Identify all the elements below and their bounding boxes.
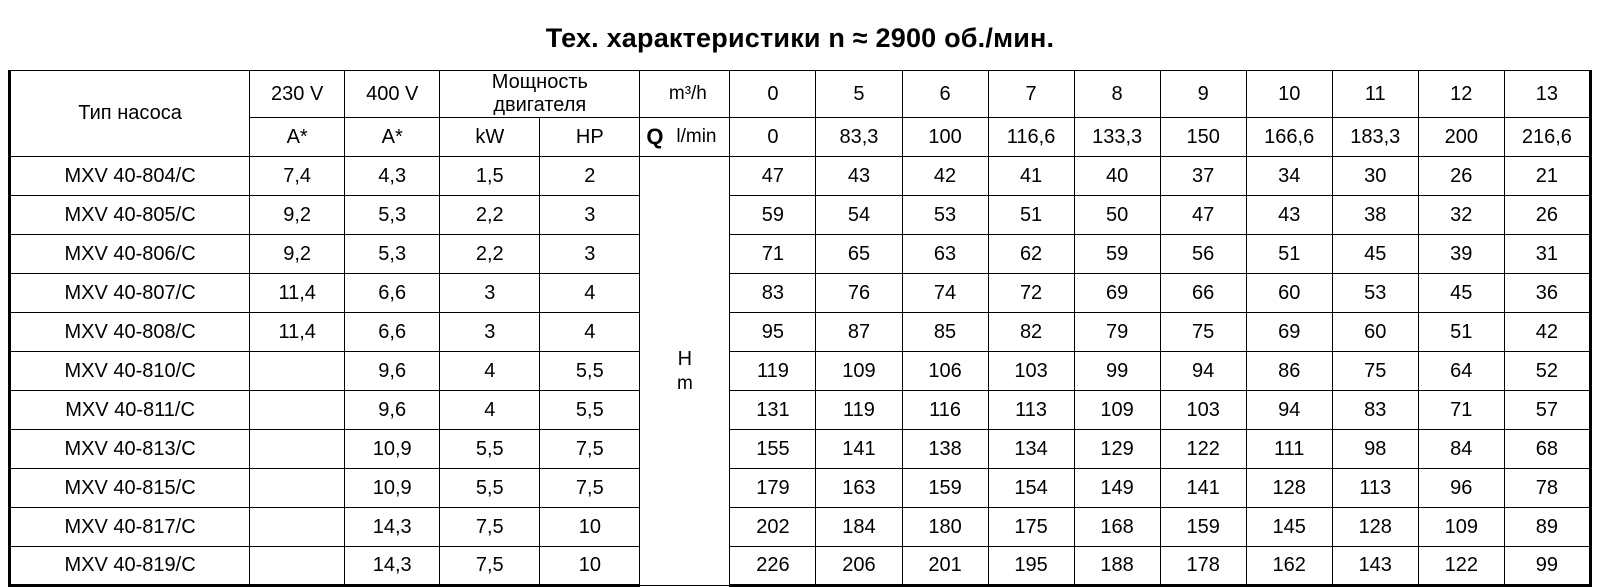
head-value: 60 <box>1332 313 1418 352</box>
head-value: 95 <box>730 313 816 352</box>
head-value: 134 <box>988 430 1074 469</box>
head-value: 62 <box>988 235 1074 274</box>
head-value: 202 <box>730 508 816 547</box>
head-value: 206 <box>816 547 902 586</box>
head-value: 71 <box>730 235 816 274</box>
head-value: 145 <box>1246 508 1332 547</box>
power-kw: 5,5 <box>440 430 540 469</box>
head-value: 113 <box>1332 469 1418 508</box>
head-value: 109 <box>1074 391 1160 430</box>
flow-header-2: 6 <box>902 71 988 118</box>
head-value: 141 <box>816 430 902 469</box>
head-value: 65 <box>816 235 902 274</box>
head-value: 86 <box>1246 352 1332 391</box>
flow-lmin-8: 200 <box>1418 118 1504 157</box>
head-value: 38 <box>1332 196 1418 235</box>
flow-header-9: 13 <box>1504 71 1590 118</box>
head-value: 50 <box>1074 196 1160 235</box>
power-hp: 4 <box>540 274 640 313</box>
header-amps-230: A* <box>250 118 345 157</box>
pump-name: MXV 40-808/C <box>10 313 250 352</box>
pump-name: MXV 40-810/C <box>10 352 250 391</box>
power-kw: 3 <box>440 313 540 352</box>
head-value: 188 <box>1074 547 1160 586</box>
head-value: 85 <box>902 313 988 352</box>
head-value: 32 <box>1418 196 1504 235</box>
head-value: 45 <box>1418 274 1504 313</box>
head-value: 141 <box>1160 469 1246 508</box>
head-axis-label <box>640 157 730 586</box>
head-value: 51 <box>1418 313 1504 352</box>
head-value: 162 <box>1246 547 1332 586</box>
pump-name: MXV 40-813/C <box>10 430 250 469</box>
head-value: 51 <box>988 196 1074 235</box>
table-row <box>10 313 1591 352</box>
power-hp: 5,5 <box>540 352 640 391</box>
head-value: 52 <box>1504 352 1590 391</box>
head-value: 47 <box>1160 196 1246 235</box>
flow-header-0: 0 <box>730 71 816 118</box>
head-value: 26 <box>1418 157 1504 196</box>
head-value: 226 <box>730 547 816 586</box>
head-value: 168 <box>1074 508 1160 547</box>
header-voltage-400: 400 V <box>345 71 440 118</box>
head-value: 99 <box>1504 547 1590 586</box>
amps-400: 14,3 <box>345 547 440 586</box>
table-row <box>10 547 1591 586</box>
amps-230 <box>250 547 345 586</box>
table-row <box>10 430 1591 469</box>
head-value: 116 <box>902 391 988 430</box>
amps-230 <box>250 508 345 547</box>
table-header-row-1 <box>10 71 1591 118</box>
pump-name: MXV 40-805/C <box>10 196 250 235</box>
head-value: 180 <box>902 508 988 547</box>
head-value: 36 <box>1504 274 1590 313</box>
head-value: 60 <box>1246 274 1332 313</box>
head-value: 128 <box>1246 469 1332 508</box>
head-value: 178 <box>1160 547 1246 586</box>
power-kw: 7,5 <box>440 508 540 547</box>
amps-400: 5,3 <box>345 235 440 274</box>
head-value: 79 <box>1074 313 1160 352</box>
flow-lmin-4: 133,3 <box>1074 118 1160 157</box>
power-hp: 4 <box>540 313 640 352</box>
amps-400: 9,6 <box>345 391 440 430</box>
power-hp: 5,5 <box>540 391 640 430</box>
flow-lmin-7: 183,3 <box>1332 118 1418 157</box>
table-row <box>10 235 1591 274</box>
table-row <box>10 274 1591 313</box>
amps-400: 14,3 <box>345 508 440 547</box>
pump-name: MXV 40-817/C <box>10 508 250 547</box>
head-value: 103 <box>988 352 1074 391</box>
amps-230: 9,2 <box>250 196 345 235</box>
flow-lmin-1: 83,3 <box>816 118 902 157</box>
head-value: 184 <box>816 508 902 547</box>
head-value: 31 <box>1504 235 1590 274</box>
q-letter-label: Q <box>646 124 664 149</box>
head-value: 37 <box>1160 157 1246 196</box>
head-value: 68 <box>1504 430 1590 469</box>
amps-230 <box>250 391 345 430</box>
flow-lmin-0: 0 <box>730 118 816 157</box>
pump-name: MXV 40-804/C <box>10 157 250 196</box>
q-unit-m3h-label: m³/h <box>668 83 707 104</box>
amps-230: 7,4 <box>250 157 345 196</box>
head-value: 39 <box>1418 235 1504 274</box>
head-value: 43 <box>816 157 902 196</box>
pump-name: MXV 40-806/C <box>10 235 250 274</box>
head-value: 21 <box>1504 157 1590 196</box>
head-value: 175 <box>988 508 1074 547</box>
header-voltage-230: 230 V <box>250 71 345 118</box>
head-value: 119 <box>730 352 816 391</box>
pump-name: MXV 40-819/C <box>10 547 250 586</box>
power-kw: 2,2 <box>440 235 540 274</box>
power-kw: 7,5 <box>440 547 540 586</box>
header-kw: kW <box>440 118 540 157</box>
head-value: 128 <box>1332 508 1418 547</box>
flow-header-4: 8 <box>1074 71 1160 118</box>
head-value: 66 <box>1160 274 1246 313</box>
header-motor-power-line1: Мощность <box>491 71 588 93</box>
head-value: 159 <box>902 469 988 508</box>
head-value: 129 <box>1074 430 1160 469</box>
power-hp: 3 <box>540 235 640 274</box>
power-kw: 4 <box>440 352 540 391</box>
head-unit: m <box>676 372 693 394</box>
amps-230 <box>250 469 345 508</box>
head-value: 59 <box>1074 235 1160 274</box>
power-hp: 3 <box>540 196 640 235</box>
head-value: 26 <box>1504 196 1590 235</box>
flow-header-1: 5 <box>816 71 902 118</box>
head-value: 99 <box>1074 352 1160 391</box>
head-value: 75 <box>1160 313 1246 352</box>
head-value: 64 <box>1418 352 1504 391</box>
power-kw: 5,5 <box>440 469 540 508</box>
head-value: 155 <box>730 430 816 469</box>
amps-230 <box>250 430 345 469</box>
power-hp: 2 <box>540 157 640 196</box>
head-value: 83 <box>1332 391 1418 430</box>
head-value: 82 <box>988 313 1074 352</box>
head-value: 69 <box>1246 313 1332 352</box>
head-value: 87 <box>816 313 902 352</box>
power-hp: 7,5 <box>540 430 640 469</box>
header-hp: HP <box>540 118 640 157</box>
head-value: 42 <box>1504 313 1590 352</box>
head-value: 113 <box>988 391 1074 430</box>
header-pump-type: Тип насоса <box>10 71 250 157</box>
head-value: 45 <box>1332 235 1418 274</box>
amps-400: 6,6 <box>345 274 440 313</box>
head-value: 122 <box>1160 430 1246 469</box>
head-value: 42 <box>902 157 988 196</box>
head-value: 72 <box>988 274 1074 313</box>
header-motor-power-line2: двигателя <box>493 94 587 116</box>
pump-specifications-table <box>8 70 1592 587</box>
head-value: 195 <box>988 547 1074 586</box>
head-value: 94 <box>1246 391 1332 430</box>
head-value: 74 <box>902 274 988 313</box>
head-value: 53 <box>1332 274 1418 313</box>
head-value: 43 <box>1246 196 1332 235</box>
power-kw: 2,2 <box>440 196 540 235</box>
head-value: 78 <box>1504 469 1590 508</box>
table-row <box>10 508 1591 547</box>
flow-lmin-3: 116,6 <box>988 118 1074 157</box>
header-q-unit-m3h <box>640 71 730 118</box>
table-row <box>10 391 1591 430</box>
head-value: 63 <box>902 235 988 274</box>
head-value: 53 <box>902 196 988 235</box>
power-hp: 10 <box>540 547 640 586</box>
head-value: 109 <box>816 352 902 391</box>
head-value: 179 <box>730 469 816 508</box>
table-row <box>10 352 1591 391</box>
amps-400: 10,9 <box>345 430 440 469</box>
head-value: 51 <box>1246 235 1332 274</box>
amps-230 <box>250 352 345 391</box>
head-value: 54 <box>816 196 902 235</box>
head-value: 75 <box>1332 352 1418 391</box>
pump-name: MXV 40-807/C <box>10 274 250 313</box>
head-value: 94 <box>1160 352 1246 391</box>
head-value: 138 <box>902 430 988 469</box>
flow-lmin-5: 150 <box>1160 118 1246 157</box>
head-value: 111 <box>1246 430 1332 469</box>
head-value: 84 <box>1418 430 1504 469</box>
q-unit-lmin-label: l/min <box>676 126 717 147</box>
page-title: Тех. характеристики n ≈ 2900 об./мин. <box>545 23 1055 53</box>
head-value: 76 <box>816 274 902 313</box>
head-value: 56 <box>1160 235 1246 274</box>
head-value: 40 <box>1074 157 1160 196</box>
power-kw: 4 <box>440 391 540 430</box>
amps-230: 11,4 <box>250 274 345 313</box>
head-value: 71 <box>1418 391 1504 430</box>
amps-230: 9,2 <box>250 235 345 274</box>
pump-name: MXV 40-811/C <box>10 391 250 430</box>
head-value: 103 <box>1160 391 1246 430</box>
flow-header-8: 12 <box>1418 71 1504 118</box>
flow-lmin-9: 216,6 <box>1504 118 1590 157</box>
power-kw: 3 <box>440 274 540 313</box>
amps-400: 5,3 <box>345 196 440 235</box>
head-value: 201 <box>902 547 988 586</box>
amps-400: 4,3 <box>345 157 440 196</box>
header-amps-400: A* <box>345 118 440 157</box>
head-value: 154 <box>988 469 1074 508</box>
head-value: 109 <box>1418 508 1504 547</box>
head-value: 41 <box>988 157 1074 196</box>
amps-230: 11,4 <box>250 313 345 352</box>
head-value: 119 <box>816 391 902 430</box>
amps-400: 10,9 <box>345 469 440 508</box>
power-kw: 1,5 <box>440 157 540 196</box>
head-value: 83 <box>730 274 816 313</box>
head-value: 163 <box>816 469 902 508</box>
head-value: 149 <box>1074 469 1160 508</box>
flow-header-5: 9 <box>1160 71 1246 118</box>
head-value: 98 <box>1332 430 1418 469</box>
head-value: 122 <box>1418 547 1504 586</box>
head-value: 106 <box>902 352 988 391</box>
flow-lmin-2: 100 <box>902 118 988 157</box>
head-value: 57 <box>1504 391 1590 430</box>
flow-header-6: 10 <box>1246 71 1332 118</box>
table-row <box>10 157 1591 196</box>
pump-name: MXV 40-815/C <box>10 469 250 508</box>
head-letter: H <box>677 347 693 370</box>
head-value: 47 <box>730 157 816 196</box>
amps-400: 6,6 <box>345 313 440 352</box>
head-value: 69 <box>1074 274 1160 313</box>
flow-header-7: 11 <box>1332 71 1418 118</box>
head-value: 30 <box>1332 157 1418 196</box>
head-value: 59 <box>730 196 816 235</box>
head-value: 159 <box>1160 508 1246 547</box>
head-value: 34 <box>1246 157 1332 196</box>
head-value: 96 <box>1418 469 1504 508</box>
head-value: 89 <box>1504 508 1590 547</box>
amps-400: 9,6 <box>345 352 440 391</box>
table-row <box>10 196 1591 235</box>
flow-header-3: 7 <box>988 71 1074 118</box>
head-value: 131 <box>730 391 816 430</box>
table-row <box>10 469 1591 508</box>
power-hp: 7,5 <box>540 469 640 508</box>
head-value: 143 <box>1332 547 1418 586</box>
header-motor-power <box>440 71 640 118</box>
power-hp: 10 <box>540 508 640 547</box>
header-q-unit-lmin <box>640 118 730 157</box>
flow-lmin-6: 166,6 <box>1246 118 1332 157</box>
